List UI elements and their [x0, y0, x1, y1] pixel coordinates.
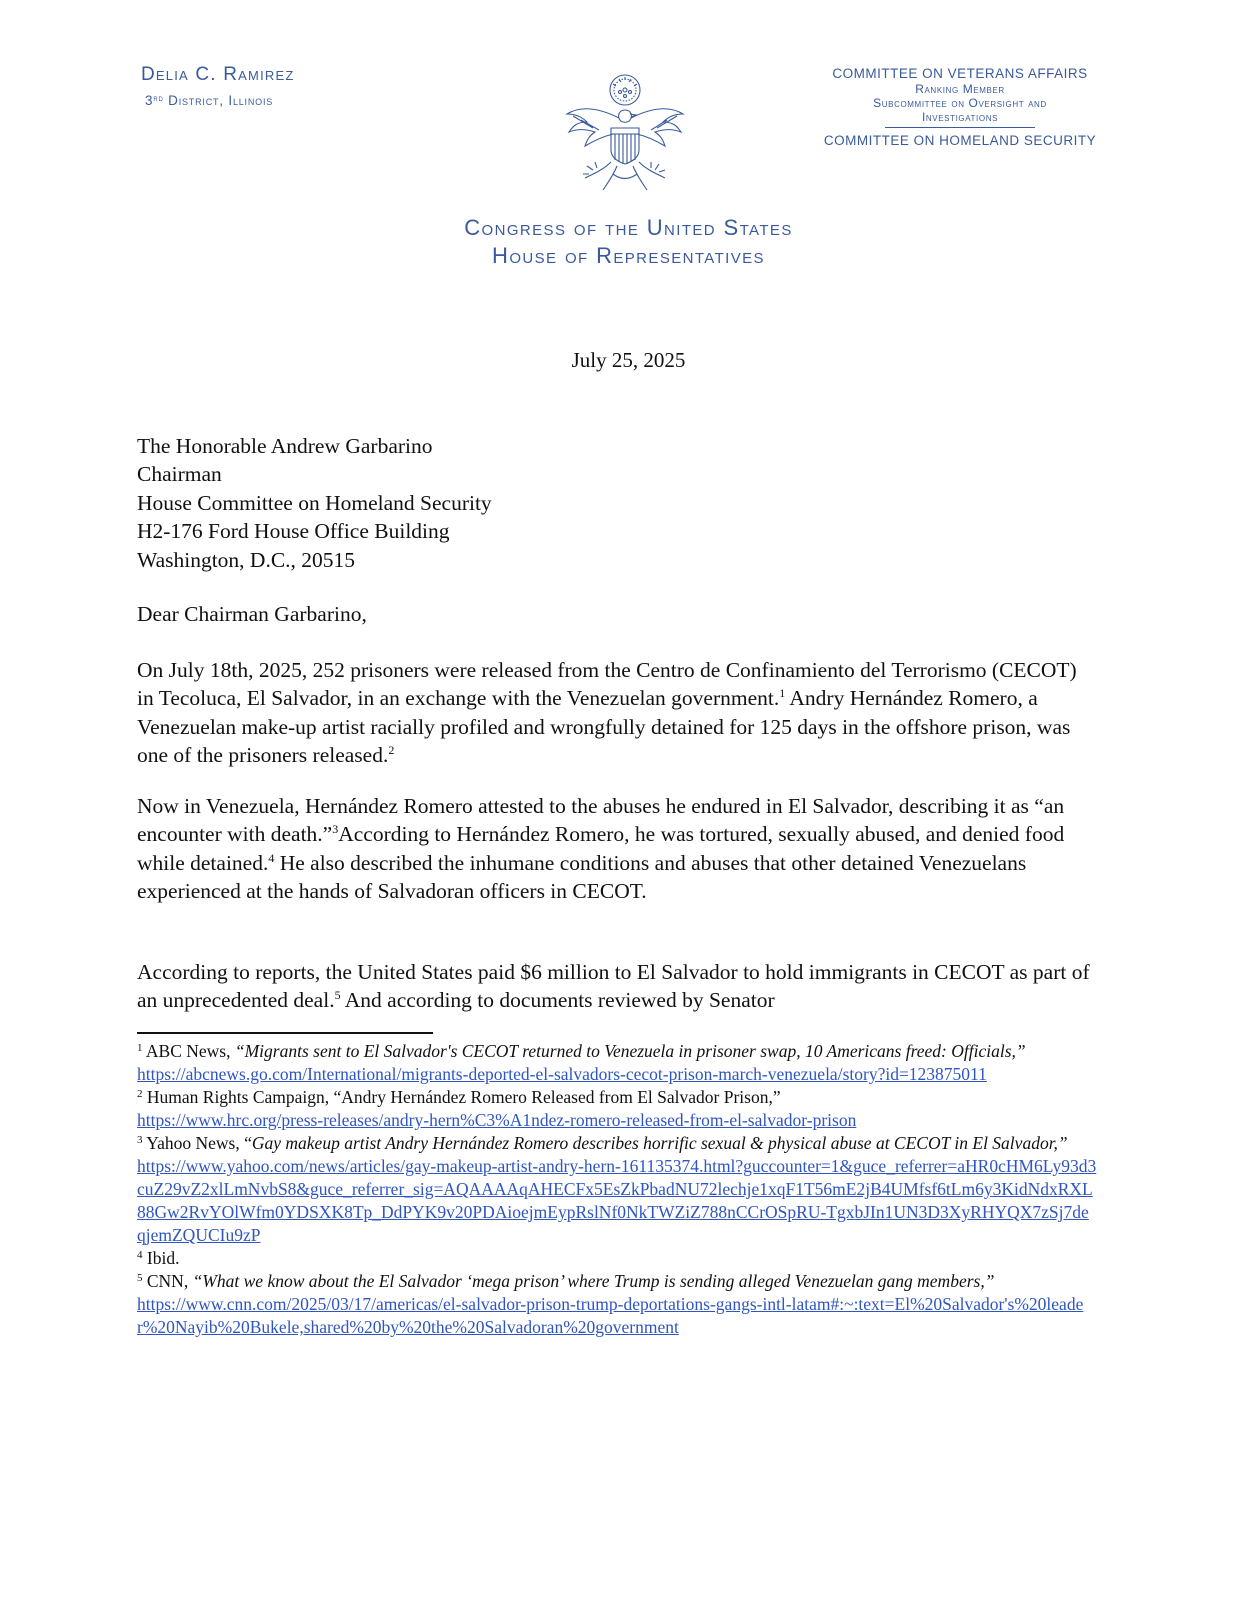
paragraph-text: Now in Venezuela, Hernández Romero attested to the abuses he endured in El Salvador, describing it as “an encounter with death.”: [137, 794, 1065, 847]
footnote-number: 5: [137, 1272, 143, 1284]
congress-heading: [0, 214, 1257, 270]
committee-divider: [885, 127, 1035, 128]
footnotes: [137, 1040, 1097, 1339]
footnote-title: Gay makeup artist Andry Hernández Romero describes horrific sexual & physical abuse at CECOT in El Salvador,”: [251, 1133, 1068, 1153]
footnote-source: Human Rights Campaign, “Andry Hernández Romero Released from El Salvador Prison,”: [142, 1087, 781, 1107]
footnote-link[interactable]: https://www.yahoo.com/news/articles/gay-makeup-artist-andry-hern-161135374.html?guccounter=1&guce_referrer=aHR0cHM6Ly93d3cuZ29vZ2xlLmNvbS8&guce_referrer_sig=AQAAAAqAHECFx5EsZkPbadNU72lechje1xqF1T56mE2jB4UMfsf6tLm6y3KidNdxRXL88Gw2RvYOlWfm0YDSXK8Tp_DdPYK9v20PDAioejmEypRslNf0NkTWZiZ788nCCrOSpRU-TgxbJIn1UN3D3XyRHYQX7zSj7deqjemZQUCIu9zP: [137, 1156, 1097, 1245]
footnote-ref: 4: [268, 850, 275, 865]
footnote-1: [137, 1040, 1097, 1086]
salutation: Dear Chairman Garbarino,: [137, 602, 367, 626]
address-line: The Honorable Andrew Garbarino: [137, 434, 433, 458]
footnote-source: CNN,: [142, 1271, 193, 1291]
footnote-separator: [137, 1032, 433, 1034]
footnote-link[interactable]: https://www.cnn.com/2025/03/17/americas/el-salvador-prison-trump-deportations-gangs-intl-latam#:~:text=El%20Salvador's%20leader%20Nayib%20Bukele,shared%20by%20the%20Salvadoran%20government: [137, 1294, 1084, 1337]
congress-title: Congress of the United States: [464, 215, 793, 240]
footnote-link[interactable]: https://abcnews.go.com/International/migrants-deported-el-salvadors-cecot-prison-march-venezuela/story?id=123875011: [137, 1064, 987, 1084]
footnote-5: [137, 1270, 1097, 1339]
district-suffix: rd: [153, 93, 164, 103]
footnote-source: ABC News,: [142, 1041, 235, 1061]
address-line: Chairman: [137, 462, 222, 487]
address-line: Washington, D.C., 20515: [137, 547, 356, 572]
paragraph-text: He also described the inhumane conditions and abuses that other detained Venezuelans experienced at the hands of Salvadoran officers in CECOT.: [137, 850, 1027, 904]
body-paragraph-2: [137, 792, 1097, 906]
district-ordinal: 3: [145, 93, 154, 108]
committee-veterans: COMMITTEE ON VETERANS AFFAIRS: [832, 66, 1088, 81]
address-line: House Committee on Homeland Security: [137, 490, 492, 515]
footnote-4: [137, 1247, 1097, 1270]
ranking-member: Ranking Member: [915, 82, 1005, 96]
footnote-source: Yahoo News, “: [142, 1133, 252, 1153]
footnote-2: [137, 1086, 1097, 1132]
paragraph-text: On July 18th, 2025, 252 prisoners were released from the Centro de Confinamiento del Terrorismo (CECOT) in Tecoluca, El Salvador, in an exchange with the Venezuelan government.: [137, 658, 1077, 711]
committee-assignments: [795, 66, 1125, 149]
footnote-title: “Migrants sent to El Salvador's CECOT returned to Venezuela in prisoner swap, 10 Americans freed: Officials,”: [234, 1041, 1026, 1061]
committee-homeland: COMMITTEE ON HOMELAND SECURITY: [823, 133, 1097, 148]
house-title: House of Representatives: [492, 243, 765, 268]
footnote-number: 4: [137, 1249, 143, 1261]
member-district: [145, 90, 273, 109]
member-name: Delia C. Ramirez: [141, 64, 295, 85]
recipient-address: [137, 432, 1097, 574]
subcommittee-line1: Subcommittee on Oversight and: [873, 96, 1047, 110]
district-label: District, Illinois: [163, 93, 274, 108]
paragraph-text: According to Hernández Romero, he was tortured, sexually abused, and denied food while detained.: [137, 822, 1065, 875]
footnote-ref: 2: [388, 743, 395, 758]
footnote-ref: 5: [334, 988, 341, 1003]
footnote-ref: 1: [779, 686, 786, 701]
footnote-title: “What we know about the El Salvador ‘mega prison’ where Trump is sending alleged Venezuelan gang members,”: [192, 1271, 995, 1291]
body-paragraph-3: [137, 958, 1097, 1015]
footnote-number: 2: [137, 1088, 143, 1100]
body-paragraph-1: [137, 656, 1097, 770]
footnote-source: Ibid.: [142, 1248, 180, 1268]
subcommittee-line2: Investigations: [921, 110, 999, 124]
great-seal-eagle-icon: [563, 70, 687, 196]
letter-date: July 25, 2025: [571, 348, 686, 372]
footnote-link[interactable]: https://www.hrc.org/press-releases/andry-hern%C3%A1ndez-romero-released-from-el-salvador-prison: [137, 1110, 857, 1130]
footnote-number: 1: [137, 1042, 143, 1054]
paragraph-text: Andry Hernández Romero, a Venezuelan make-up artist racially profiled and wrongfully detained for 125 days in the offshore prison, was one of the prisoners released.: [137, 686, 1071, 768]
address-line: H2-176 Ford House Office Building: [137, 519, 450, 544]
footnote-number: 3: [137, 1134, 143, 1146]
paragraph-text: According to reports, the United States paid $6 million to El Salvador to hold immigrants in CECOT as part of an unprecedented deal.: [137, 960, 1090, 1013]
footnote-ref: 3: [332, 822, 339, 837]
paragraph-text: And according to documents reviewed by Senator: [340, 988, 775, 1013]
footnote-3: [137, 1132, 1097, 1247]
